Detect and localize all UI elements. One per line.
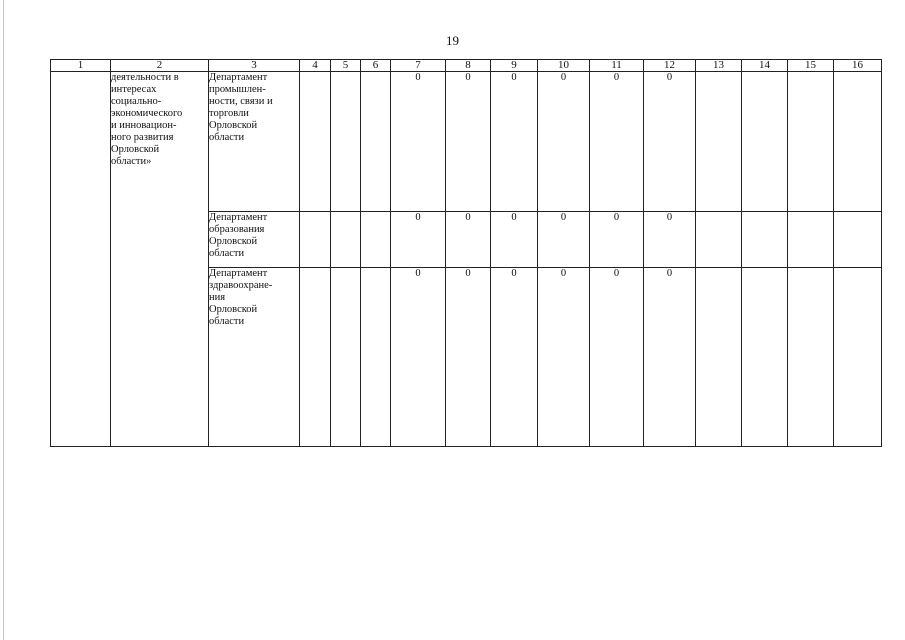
value-cell: 0: [491, 212, 538, 268]
executor-cell: [209, 212, 300, 268]
value-cell: 0: [538, 212, 590, 268]
column-header: 4: [300, 60, 331, 72]
executor-text-line: области: [209, 316, 245, 327]
page-number: 19: [446, 33, 459, 48]
executor-text-line: Орловской: [209, 304, 258, 315]
empty-cell: [300, 72, 331, 212]
program-text-line: и инновацион-: [111, 120, 177, 131]
program-text-line: ного развития: [111, 132, 174, 143]
empty-cell: [788, 72, 834, 212]
executor-text-line: Департамент: [209, 72, 268, 83]
column-header: 5: [331, 60, 361, 72]
column-header: 13: [696, 60, 742, 72]
page-edge-line: [3, 0, 4, 640]
program-text-line: области»: [111, 156, 152, 167]
column-header: 16: [834, 60, 882, 72]
empty-cell: [742, 72, 788, 212]
empty-cell: [300, 268, 331, 447]
executor-cell: [209, 268, 300, 447]
value-cell: 0: [446, 212, 491, 268]
executor-text-line: торговли: [209, 108, 249, 119]
program-text-line: деятельности в: [111, 72, 179, 83]
executor-text-line: Департамент: [209, 212, 268, 223]
column-header: 2: [111, 60, 209, 72]
value-cell: 0: [391, 72, 446, 212]
value-cell: 0: [391, 268, 446, 447]
program-text-line: экономического: [111, 108, 183, 119]
program-text-line: Орловской: [111, 144, 160, 155]
column-header: 11: [590, 60, 644, 72]
empty-cell: [331, 72, 361, 212]
value-cell: 0: [644, 268, 696, 447]
value-cell: 0: [644, 212, 696, 268]
executor-text-line: здравоохране-: [209, 280, 273, 291]
empty-cell: [696, 72, 742, 212]
empty-cell: [696, 268, 742, 447]
executor-text-line: Орловской: [209, 236, 258, 247]
empty-cell: [834, 72, 882, 212]
empty-cell: [300, 212, 331, 268]
cell-col1: [51, 72, 111, 447]
value-cell: 0: [590, 72, 644, 212]
empty-cell: [834, 268, 882, 447]
executor-text-line: Орловской: [209, 120, 258, 131]
column-header: 15: [788, 60, 834, 72]
executor-text-line: области: [209, 132, 245, 143]
empty-cell: [331, 268, 361, 447]
value-cell: 0: [446, 72, 491, 212]
value-cell: 0: [446, 268, 491, 447]
empty-cell: [742, 268, 788, 447]
column-header: 3: [209, 60, 300, 72]
value-cell: 0: [491, 72, 538, 212]
value-cell: 0: [538, 268, 590, 447]
value-cell: 0: [590, 268, 644, 447]
empty-cell: [361, 212, 391, 268]
column-header: 10: [538, 60, 590, 72]
column-header: 14: [742, 60, 788, 72]
empty-cell: [696, 212, 742, 268]
empty-cell: [742, 212, 788, 268]
column-header: 9: [491, 60, 538, 72]
data-table: [50, 59, 882, 447]
executor-text-line: промышлен-: [209, 84, 266, 95]
empty-cell: [788, 212, 834, 268]
empty-cell: [361, 72, 391, 212]
empty-cell: [361, 268, 391, 447]
column-header: 12: [644, 60, 696, 72]
column-header: 1: [51, 60, 111, 72]
column-header: 6: [361, 60, 391, 72]
program-text-line: интересах: [111, 84, 157, 95]
value-cell: 0: [391, 212, 446, 268]
executor-text-line: образования: [209, 224, 265, 235]
empty-cell: [331, 212, 361, 268]
executor-text-line: ния: [209, 292, 226, 303]
value-cell: 0: [491, 268, 538, 447]
column-header: 8: [446, 60, 491, 72]
executor-text-line: ности, связи и: [209, 96, 273, 107]
program-name-cell: [111, 72, 209, 447]
empty-cell: [788, 268, 834, 447]
empty-cell: [834, 212, 882, 268]
value-cell: 0: [590, 212, 644, 268]
executor-cell: [209, 72, 300, 212]
value-cell: 0: [644, 72, 696, 212]
value-cell: 0: [538, 72, 590, 212]
header-row: [51, 60, 882, 72]
table-row: [51, 72, 882, 212]
program-text-line: социально-: [111, 96, 162, 107]
executor-text-line: области: [209, 248, 245, 259]
column-header: 7: [391, 60, 446, 72]
executor-text-line: Департамент: [209, 268, 268, 279]
